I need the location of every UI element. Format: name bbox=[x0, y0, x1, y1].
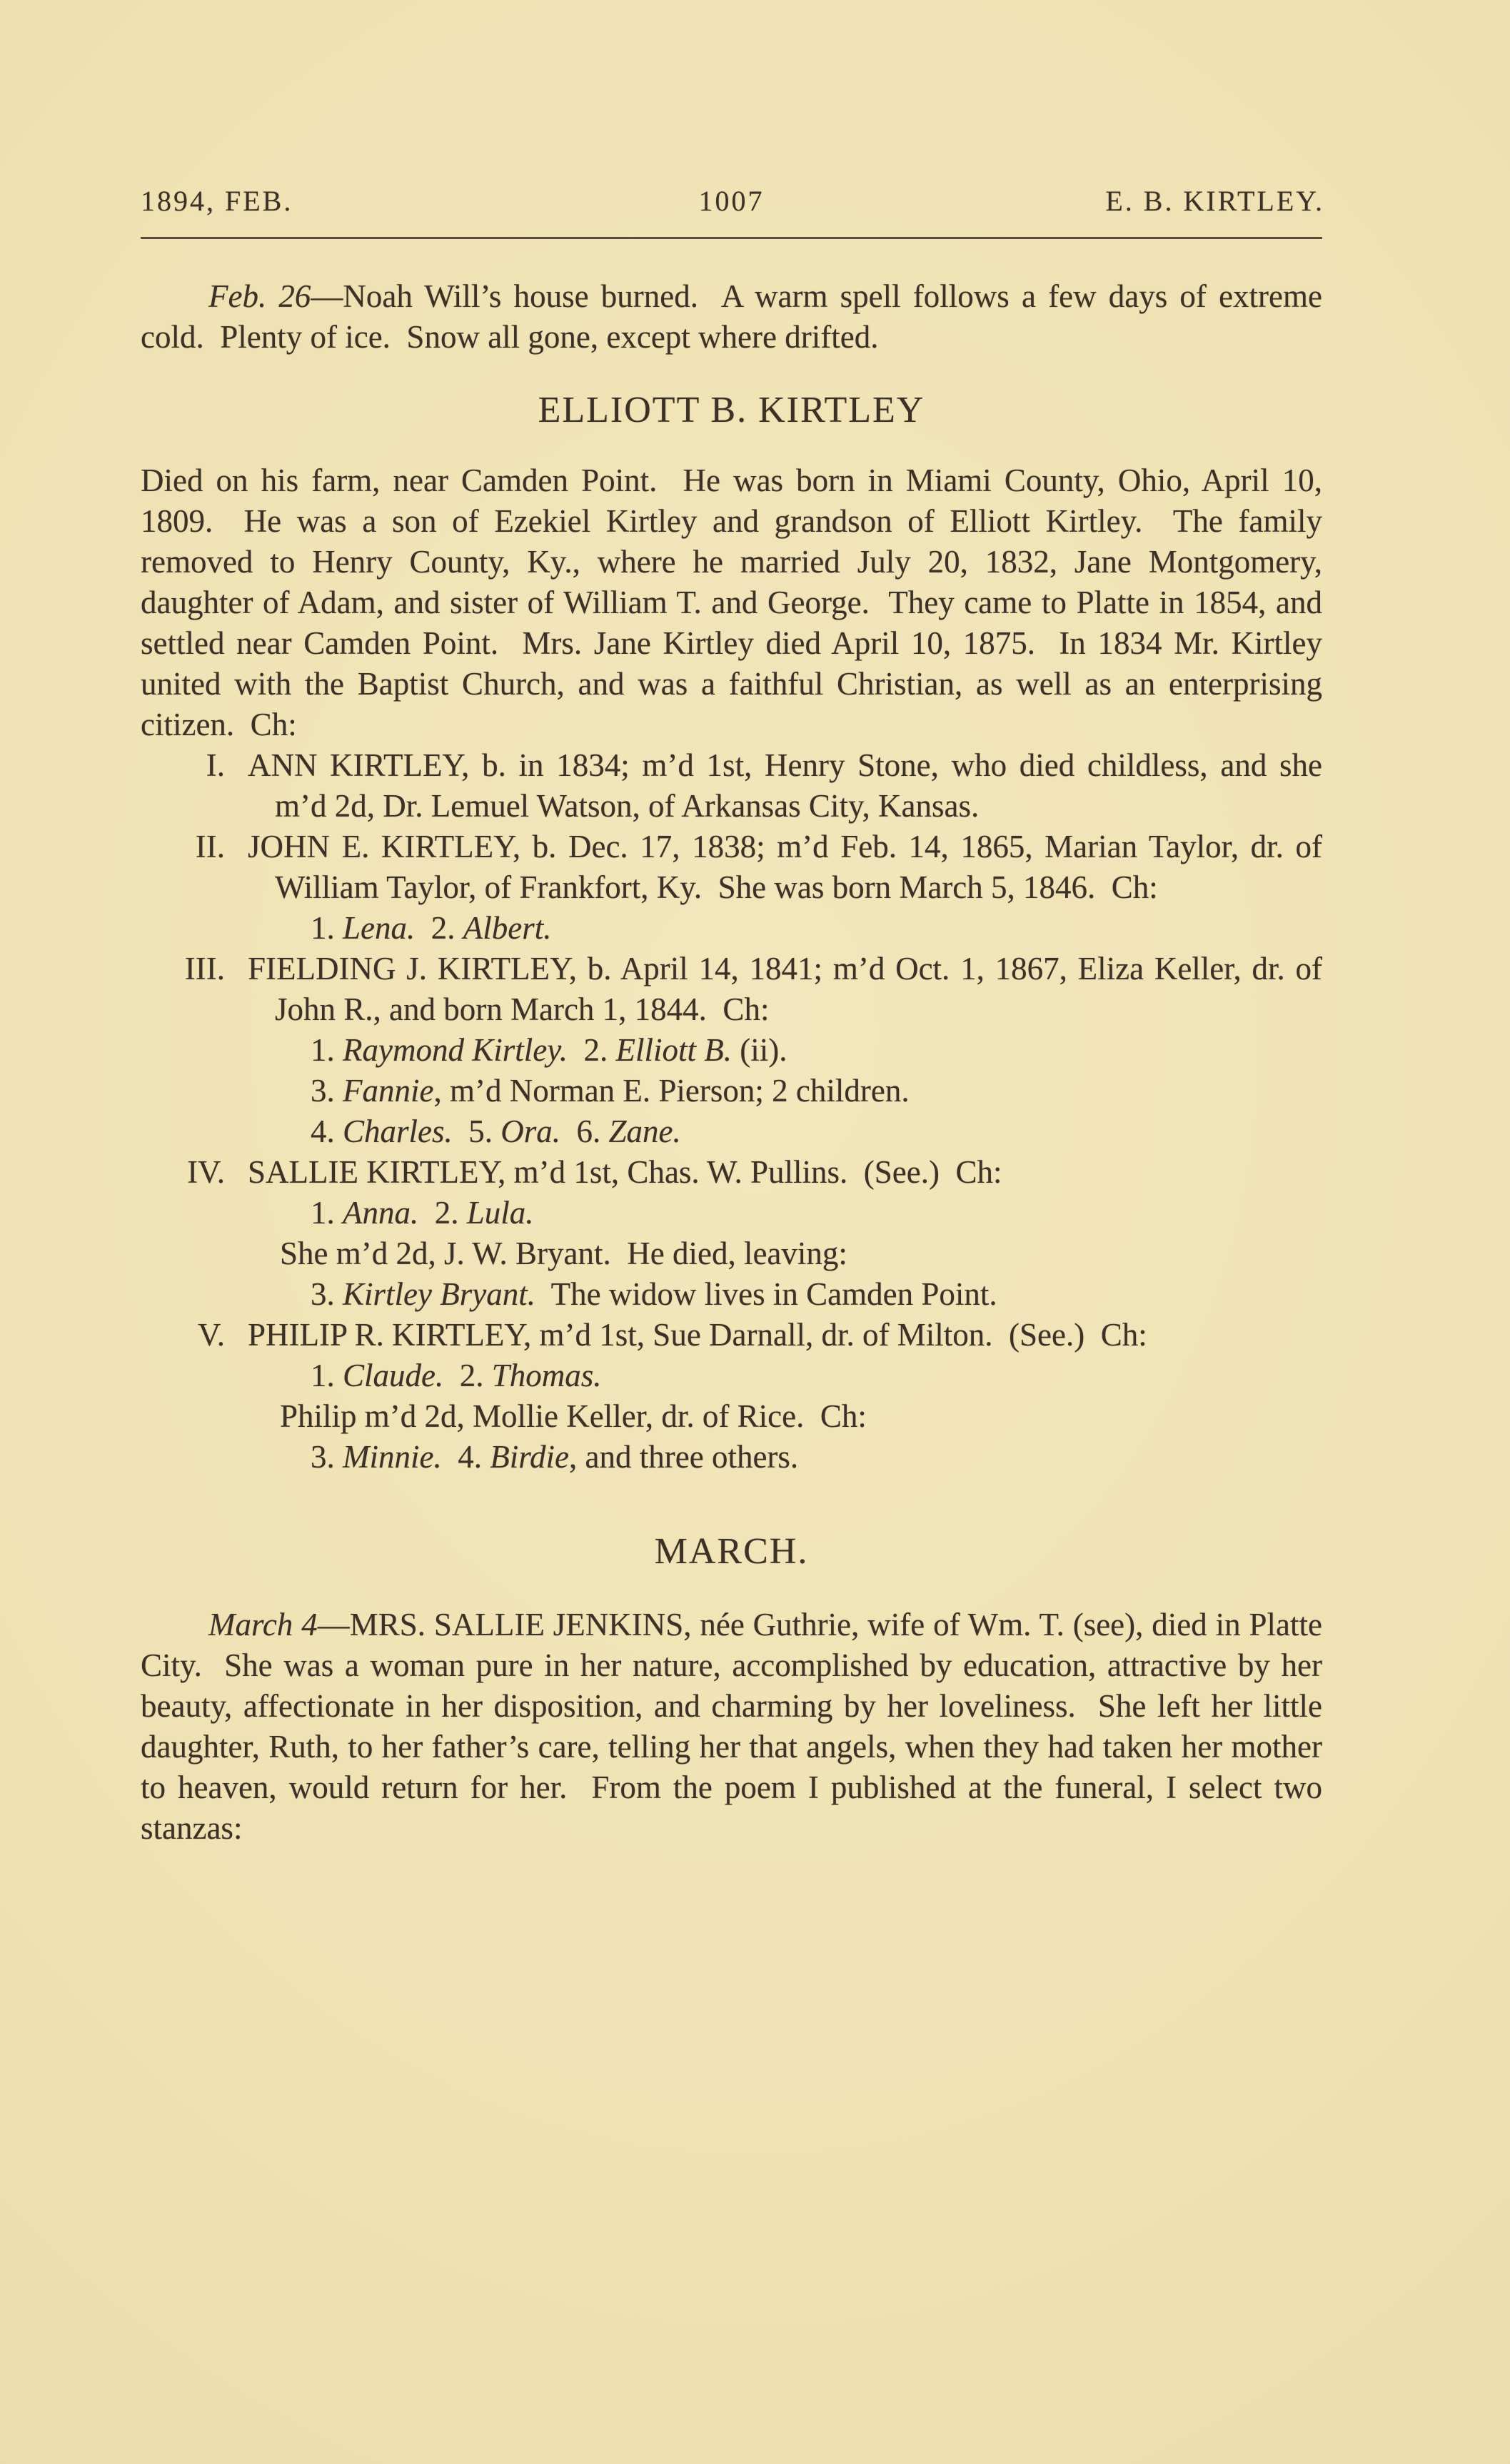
entry-note-line: She m’d 2d, J. W. Bryant. He died, leaving: bbox=[280, 1236, 847, 1271]
entry-numeral: IV. bbox=[187, 1154, 225, 1190]
child-entry-text bbox=[141, 949, 1331, 1030]
child-entry bbox=[141, 949, 1331, 1152]
entry-numeral: II. bbox=[195, 829, 225, 864]
entry-body: PHILIP R. KIRTLEY, m’d 1st, Sue Darnall, dr. of Milton. (See.) Ch: bbox=[248, 1317, 1147, 1353]
entry-numeral: III. bbox=[184, 951, 225, 986]
obituary-heading: ELLIOTT B. KIRTLEY bbox=[538, 390, 925, 430]
biography-paragraph: Died on his farm, near Camden Point. He was born in Miami County, Ohio, April 10, 1809. He was a son of Ezekiel Kirtley and grandson of Elliott Kirtley. The family removed to Henry County, Ky., where he married July 20, 1832, Jane Montgomery, daughter of Adam, and sister of William T. and George. They came to Platte in 1854, and settled near Camden Point. Mrs. Jane Kirtley died April 10, 1875. In 1834 Mr. Kirtley united with the Baptist Church, and was a faithful Christian, as well as an enterprising citizen. Ch: bbox=[141, 463, 1331, 742]
weather-note-paragraph: Feb. 26—Noah Will’s house burned. A warm spell follows a few days of extreme cold. Plenty of ice. Snow all gone, except where drifted. bbox=[141, 278, 1331, 355]
child-entry bbox=[141, 1152, 1322, 1315]
running-head bbox=[141, 0, 1322, 218]
grandchildren-line: 1. Anna. 2. Lula. bbox=[311, 1195, 534, 1231]
header-rule bbox=[141, 237, 1322, 239]
child-entry bbox=[141, 1315, 1322, 1478]
grandchildren-line: 3. Kirtley Bryant. The widow lives in Camden Point. bbox=[311, 1276, 997, 1312]
children-list bbox=[141, 745, 1331, 1478]
grandchildren-line: 3. Minnie. 4. Birdie, and three others. bbox=[311, 1439, 799, 1475]
grandchildren-line: 1. Lena. 2. Albert. bbox=[311, 910, 552, 946]
child-entry-text bbox=[141, 827, 1330, 908]
entry-body: ANN KIRTLEY, b. in 1834; m’d 1st, Henry Stone, who died childless, and she m’d 2d, Dr. Lemuel Watson, of Arkansas City, Kansas. bbox=[248, 747, 1331, 824]
march-entry-paragraph: March 4—MRS. SALLIE JENKINS, née Guthrie, wife of Wm. T. (see), died in Platte City. She was a woman pure in her nature, accomplished by education, attractive by her beauty, affectionate in her disposition, and charming by her loveliness. She left her little daughter, Ruth, to her father’s care, telling her that angels, when they had taken her mother to heaven, would return for her. From the poem I published at the funeral, I select two stanzas: bbox=[141, 1607, 1331, 1846]
page-number: 1007 bbox=[698, 185, 765, 217]
child-entry bbox=[141, 745, 1331, 827]
running-head-date: 1894, FEB. bbox=[141, 185, 293, 217]
running-head-name: E. B. KIRTLEY. bbox=[1105, 185, 1324, 217]
entry-body: FIELDING J. KIRTLEY, b. April 14, 1841; m’d Oct. 1, 1867, Eliza Keller, dr. of John R., and born March 1, 1844. Ch: bbox=[248, 951, 1331, 1027]
entry-body: SALLIE KIRTLEY, m’d 1st, Chas. W. Pullins. (See.) Ch: bbox=[248, 1154, 1002, 1190]
entry-numeral: I. bbox=[206, 747, 225, 783]
page-content bbox=[141, 0, 1331, 1849]
child-entry-text bbox=[141, 745, 1331, 827]
child-entry bbox=[141, 827, 1330, 949]
grandchildren-line: 4. Charles. 5. Ora. 6. Zane. bbox=[311, 1114, 681, 1149]
child-entry-text bbox=[141, 1315, 1322, 1355]
entry-body: JOHN E. KIRTLEY, b. Dec. 17, 1838; m’d Feb. 14, 1865, Marian Taylor, dr. of William Taylor, of Frankfort, Ky. She was born March 5, 1846. Ch: bbox=[248, 829, 1330, 905]
child-entry-text bbox=[141, 1152, 1322, 1193]
month-heading: MARCH. bbox=[654, 1531, 809, 1572]
grandchildren-line: 1. Raymond Kirtley. 2. Elliott B. (ii). bbox=[311, 1032, 787, 1068]
entry-note-line: Philip m’d 2d, Mollie Keller, dr. of Rice. Ch: bbox=[280, 1398, 867, 1434]
grandchildren-line: 1. Claude. 2. Thomas. bbox=[311, 1358, 602, 1393]
entry-numeral: V. bbox=[198, 1317, 225, 1353]
grandchildren-line: 3. Fannie, m’d Norman E. Pierson; 2 children. bbox=[311, 1073, 910, 1109]
